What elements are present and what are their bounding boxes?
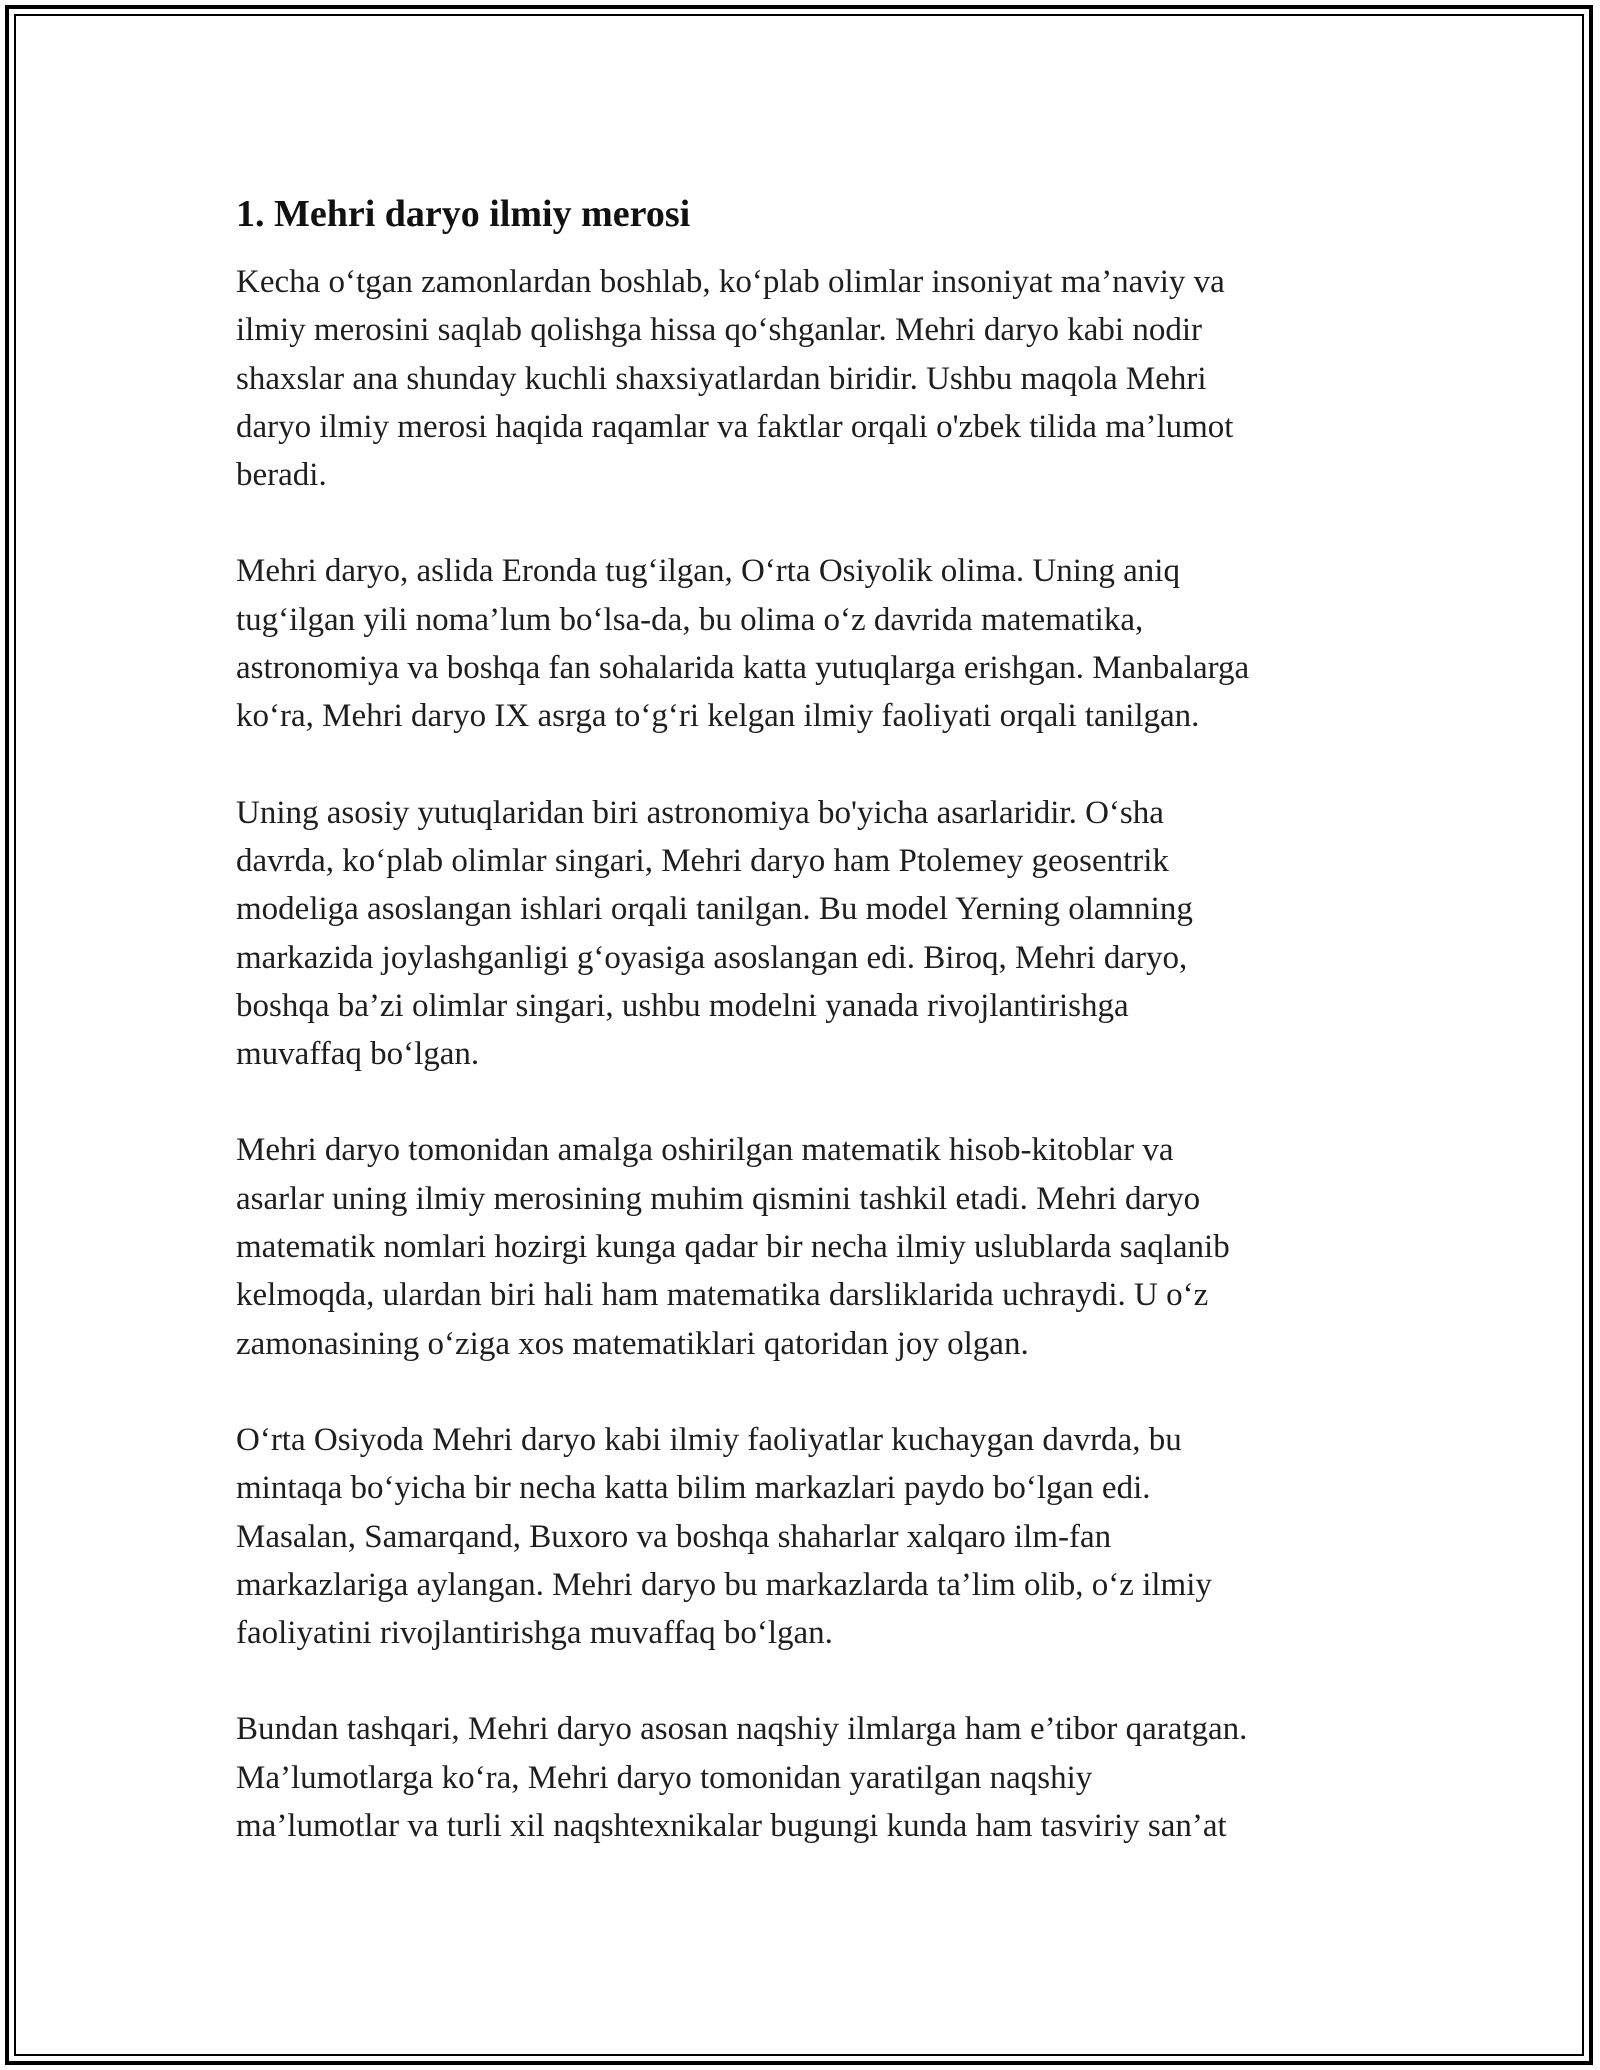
text-line: Masalan, Samarqand, Buxoro va boshqa shaharlar xalqaro ilm-fan	[236, 1518, 1112, 1555]
text-line: ilmiy merosini saqlab qolishga hissa qo‘shganlar. Mehri daryo kabi nodir	[236, 312, 1203, 349]
text-line: kelmoqda, ulardan biri hali ham matematika darsliklarida uchraydi. U o‘z	[236, 1277, 1209, 1314]
section-heading: 1. Mehri daryo ilmiy merosi	[236, 193, 691, 235]
text-line: astronomiya va boshqa fan sohalarida katta yutuqlarga erishgan. Manbalarga	[236, 650, 1250, 687]
document-body	[236, 186, 1376, 1898]
text-line: davrda, ko‘plab olimlar singari, Mehri daryo ham Ptolemey geosentrik	[236, 842, 1169, 879]
text-line: markazida joylashganligi g‘oyasiga asoslangan edi. Biroq, Mehri daryo,	[236, 939, 1188, 976]
text-line: Ma’lumotlarga ko‘ra, Mehri daryo tomonidan yaratilgan naqshiy	[236, 1759, 1093, 1796]
paragraph-1	[236, 258, 1376, 499]
text-line: daryo ilmiy merosi haqida raqamlar va faktlar orqali o'zbek tilida ma’lumot	[236, 408, 1234, 445]
text-line: matematik nomlari hozirgi kunga qadar bir necha ilmiy uslublarda saqlanib	[236, 1229, 1230, 1266]
text-line: mintaqa bo‘yicha bir necha katta bilim markazlari paydo bo‘lgan edi.	[236, 1470, 1151, 1507]
text-line: zamonasining o‘ziga xos matematiklari qatoridan joy olgan.	[236, 1325, 1029, 1362]
text-line: modeliga asoslangan ishlari orqali tanilgan. Bu model Yerning olamning	[236, 891, 1193, 928]
text-line: markazlariga aylangan. Mehri daryo bu markazlarda ta’lim olib, o‘z ilmiy	[236, 1566, 1212, 1603]
text-line: boshqa ba’zi olimlar singari, ushbu modelni yanada rivojlantirishga	[236, 987, 1129, 1024]
text-line: ko‘ra, Mehri daryo IX asrga to‘g‘ri kelgan ilmiy faoliyati orqali tanilgan.	[236, 698, 1200, 735]
text-line: muvaffaq bo‘lgan.	[236, 1036, 480, 1073]
paragraph-2	[236, 547, 1376, 740]
text-line: Bundan tashqari, Mehri daryo asosan naqshiy ilmlarga ham e’tibor qaratgan.	[236, 1711, 1248, 1748]
text-line: Mehri daryo tomonidan amalga oshirilgan matematik hisob-kitoblar va	[236, 1132, 1174, 1169]
text-line: asarlar uning ilmiy merosining muhim qismini tashkil etadi. Mehri daryo	[236, 1180, 1201, 1217]
paragraph-4	[236, 1126, 1376, 1367]
text-line: tug‘ilgan yili noma’lum bo‘lsa-da, bu olima o‘z davrida matematika,	[236, 601, 1144, 638]
text-line: Kecha o‘tgan zamonlardan boshlab, ko‘plab olimlar insoniyat ma’naviy va	[236, 264, 1225, 300]
text-line: shaxslar ana shunday kuchli shaxsiyatlardan biridir. Ushbu maqola Mehri	[236, 360, 1207, 397]
paragraph-3	[236, 789, 1376, 1079]
text-line: Mehri daryo, aslida Eronda tug‘ilgan, O‘rta Osiyolik olima. Uning aniq	[236, 553, 1180, 590]
text-line: ma’lumotlar va turli xil naqshtexnikalar bugungi kunda ham tasviriy san’at	[236, 1808, 1227, 1845]
paragraph-6	[236, 1705, 1376, 1850]
text-line: faoliyatini rivojlantirishga muvaffaq bo‘lgan.	[236, 1615, 833, 1652]
text-line: beradi.	[236, 457, 327, 494]
text-line: O‘rta Osiyoda Mehri daryo kabi ilmiy faoliyatlar kuchaygan davrda, bu	[236, 1421, 1182, 1458]
paragraph-5	[236, 1416, 1376, 1657]
text-line: Uning asosiy yutuqlaridan biri astronomiya bo'yicha asarlaridir. O‘sha	[236, 794, 1164, 831]
